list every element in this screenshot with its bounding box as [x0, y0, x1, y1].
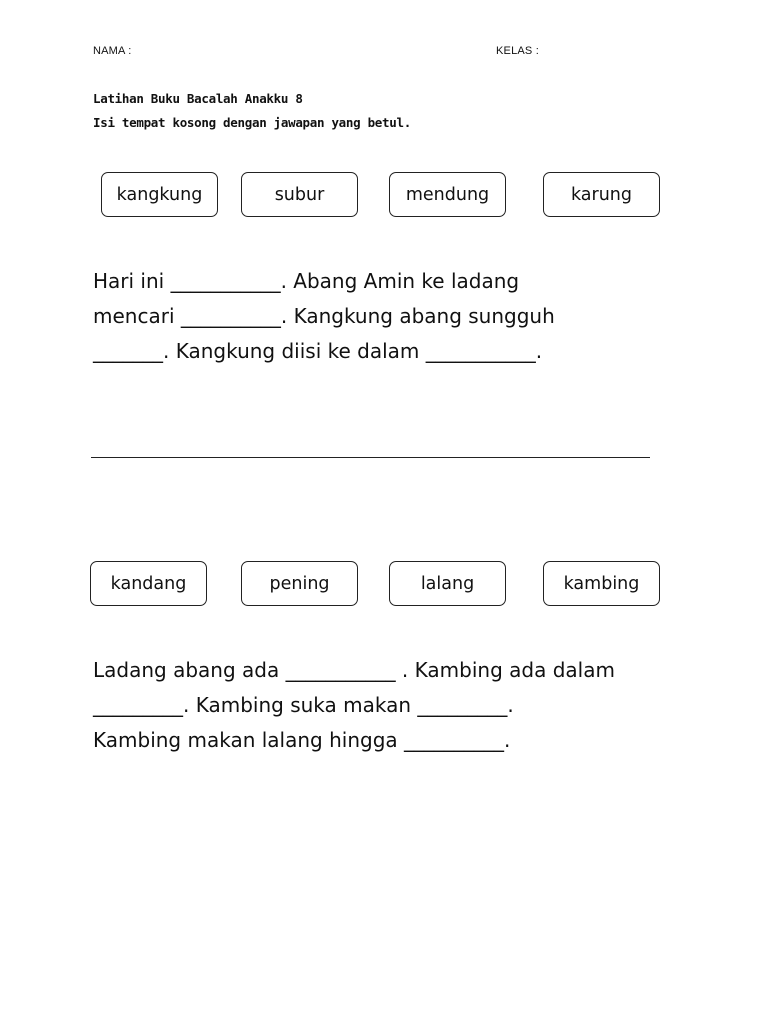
- word-box: kambing: [543, 561, 660, 606]
- name-label: NAMA :: [93, 45, 132, 57]
- word-box: mendung: [389, 172, 506, 217]
- word-box: kangkung: [101, 172, 218, 217]
- divider-line: [91, 457, 650, 458]
- word-box: kandang: [90, 561, 207, 606]
- word-box: lalang: [389, 561, 506, 606]
- passage-line: Hari ini ___________. Abang Amin ke ladang: [93, 269, 520, 293]
- passage-line: mencari __________. Kangkung abang sungguh: [93, 304, 555, 328]
- word-box: subur: [241, 172, 358, 217]
- passage-line: _______. Kangkung diisi ke dalam ___________.: [93, 339, 543, 363]
- class-label: KELAS :: [496, 45, 539, 57]
- passage-line: Ladang abang ada ___________ . Kambing ada dalam: [93, 658, 615, 682]
- worksheet-title: Latihan Buku Bacalah Anakku 8: [93, 91, 303, 106]
- word-box: karung: [543, 172, 660, 217]
- passage-line: _________. Kambing suka makan _________.: [93, 693, 514, 717]
- passage-line: Kambing makan lalang hingga __________.: [93, 728, 511, 752]
- instruction-text: Isi tempat kosong dengan jawapan yang betul.: [93, 115, 411, 130]
- word-box: pening: [241, 561, 358, 606]
